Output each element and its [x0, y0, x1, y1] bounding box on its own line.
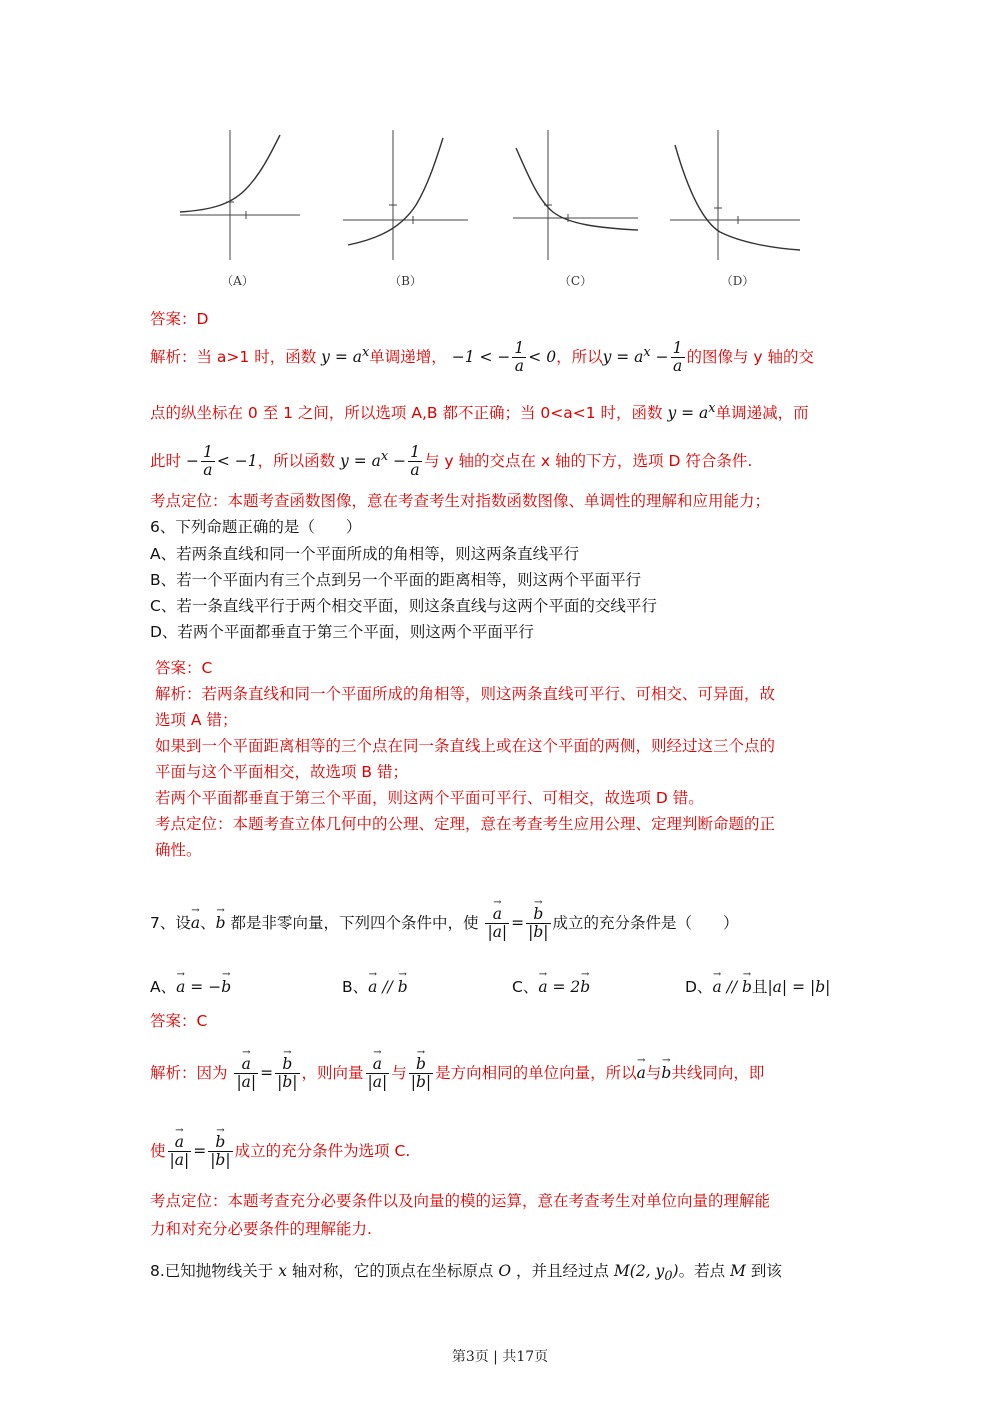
q6-option-d: D、若两个平面都垂直于第三个平面，则这两个平面平行 [150, 623, 534, 641]
graph-c-plot [508, 120, 648, 270]
page-footer: 第3页 | 共17页 [451, 1349, 549, 1365]
q6-kaodian-1: 考点定位：本题考查立体几何中的公理、定理，意在考查考生应用公理、定理判断命题的正 [155, 815, 776, 833]
q5-ana3-post: 与 y 轴的交点在 x 轴的下方，选项 D 符合条件. [423, 452, 753, 470]
q6-kaodian-2: 确性。 [155, 841, 202, 859]
q7-stem-post: 成立的充分条件是（ ） [552, 914, 739, 932]
q7-analysis-2: 使 → $\frac{a}{|a|}$ = → $\frac{b}{|b|}$ 成立的充分条件为选项 C. [150, 1134, 410, 1169]
q7-analysis-1: 解析：因为 → $\frac{a}{|a|}$ = → $\frac{b}{|b|}$ ，则向量 → $\frac{a}{|a|}$ 与 → $\frac{b}{|b|}$ 是方向相同的单位向量，所以→ a与→ b共线同向，即 [150, 1056, 764, 1091]
q5-ana1-pre: 解析：当 a>1 时，函数 [150, 348, 317, 366]
q7-kaodian-2: 力和对充分必要条件的理解能力. [150, 1220, 372, 1238]
q5-analysis-line1: 解析：当 a>1 时，函数 $y = a^x$单调递增， −1 < − $\frac{1}{a}$ < 0，所以$y = a^x$ − $\frac{1}{a}$ 的图像与 y 轴的交 [150, 339, 815, 375]
q5-kaodian: 考点定位：本题考查函数图像，意在考查考生对指数函数图像、单调性的理解和应用能力； [150, 492, 771, 510]
graph-d-plot [670, 120, 810, 270]
q7-stem-sep: 、 [200, 914, 216, 932]
q7-option-a: A、→ a = −→ b [150, 976, 231, 998]
graph-c [508, 120, 663, 295]
q5-ana1-mid: 单调递增， [369, 348, 447, 366]
graph-d [670, 120, 825, 295]
q6-analysis-2: 选项 A 错； [155, 711, 238, 729]
q6-analysis-5: 若两个平面都垂直于第三个平面，则这两个平面可平行、可相交，故选项 D 错。 [155, 789, 704, 807]
q6-option-c: C、若一条直线平行于两个相交平面，则这条直线与这两个平面的交线平行 [150, 597, 657, 615]
q5-ana2-post: 单调递减，而 [715, 404, 809, 423]
q7-stem-mid: 都是非零向量，下列四个条件中，使 [230, 914, 479, 932]
q7-stem: 7、设→ a、→ b 都是非零向量，下列四个条件中，使 → $\frac{a}{|a|}$ = → $\frac{b}{|b|}$ 成立的充分条件是（ ） [150, 906, 739, 941]
graph-b-label: （B） [389, 274, 422, 288]
q6-analysis-3: 如果到一个平面距离相等的三个点在同一条直线上或在这个平面的两侧，则经过这三个点的 [155, 737, 776, 755]
q6-answer: 答案：C [155, 659, 213, 677]
q5-ana2-pre: 点的纵坐标在 0 至 1 之间，所以选项 A,B 都不正确；当 0<a<1 时，函数 [150, 404, 663, 423]
q7-option-b: B、→ a // → b [342, 976, 408, 998]
q5-answer: 答案：D [150, 310, 209, 328]
q6-stem: 6、下列命题正确的是（ ） [150, 518, 362, 536]
q5-ana3-mid: ，所以函数 [257, 452, 336, 470]
q5-analysis-line3: 此时 − $\frac{1}{a}$ < −1，所以函数 $y = a^x$ − $\frac{1}{a}$ 与 y 轴的交点在 x 轴的下方，选项 D 符合条件. [150, 443, 753, 479]
q5-ana1-mid2: ，所以 [556, 348, 603, 366]
q6-option-a: A、若两条直线和同一个平面所成的角相等，则这两条直线平行 [150, 545, 580, 563]
q7-answer: 答案：C [150, 1012, 208, 1030]
q6-option-b: B、若一个平面内有三个点到另一个平面的距离相等，则这两个平面平行 [150, 571, 642, 589]
graph-a-label: （A） [221, 274, 254, 288]
graph-a [170, 120, 325, 295]
q6-analysis-1: 解析：若两条直线和同一个平面所成的角相等，则这两条直线可平行、可相交、可异面，故 [155, 685, 776, 703]
graph-d-label: （D） [720, 274, 755, 288]
q7-option-c: C、→ a = 2→ b [512, 976, 590, 998]
q7-stem-pre: 7、设 [150, 914, 191, 932]
q7-kaodian-1: 考点定位：本题考查充分必要条件以及向量的模的运算，意在考查考生对单位向量的理解能 [150, 1192, 771, 1210]
graph-b-plot [338, 120, 478, 270]
option-graphs [170, 120, 860, 300]
graph-b [338, 120, 493, 295]
graph-a-plot [170, 120, 310, 270]
q5-ana1-post: 的图像与 y 轴的交 [686, 348, 815, 366]
q5-analysis-line2: 点的纵坐标在 0 至 1 之间，所以选项 A,B 都不正确；当 0<a<1 时，函数 $y = a^x$单调递减，而 [150, 401, 809, 423]
q5-ana3-pre: 此时 [150, 452, 182, 470]
q6-analysis-4: 平面与这个平面相交，故选项 B 错； [155, 763, 408, 781]
q8-stem: 8.已知抛物线关于 x 轴对称，它的顶点在坐标原点 O ，并且经过点 M(2, $y_0$)。若点 M 到该 [150, 1262, 782, 1285]
graph-c-label: （C） [558, 274, 593, 288]
q7-option-d: D、→ a // → b且|a| = |b| [685, 976, 830, 998]
